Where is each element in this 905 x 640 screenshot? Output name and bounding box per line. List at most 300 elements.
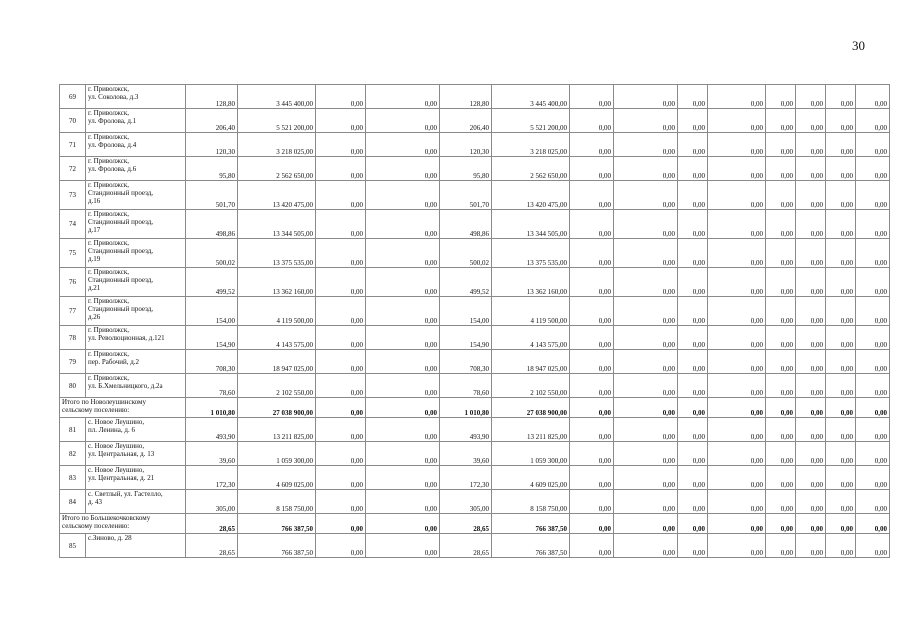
address-line: ул. Центральная, д. 13: [88, 450, 155, 458]
value-cell: 0,00: [796, 297, 826, 326]
value-cell: 0,00: [316, 210, 366, 239]
value-cell: 500,02: [440, 239, 492, 268]
value-cell: 0,00: [708, 85, 766, 109]
value-cell: 18 947 025,00: [492, 350, 570, 374]
table-row: [60, 85, 890, 109]
value-cell: 0,00: [366, 210, 440, 239]
value-cell: 0,00: [366, 133, 440, 157]
address-line: Стандионный проезд,: [88, 276, 154, 284]
address-line: д.26: [88, 313, 101, 321]
table-total-row: [60, 398, 890, 418]
value-cell: 0,00: [570, 466, 614, 490]
value-cell: 3 218 025,00: [492, 133, 570, 157]
value-cell: 0,00: [708, 133, 766, 157]
value-cell: 0,00: [826, 534, 856, 558]
address-line: г. Приволжск,: [88, 210, 130, 218]
value-cell: 708,30: [440, 350, 492, 374]
value-cell: 0,00: [614, 350, 678, 374]
table-body: [60, 85, 890, 558]
value-cell: 0,00: [708, 268, 766, 297]
value-cell: 0,00: [316, 534, 366, 558]
value-cell: 0,00: [856, 442, 890, 466]
value-cell: 13 211 825,00: [492, 418, 570, 442]
value-cell: 0,00: [570, 133, 614, 157]
value-cell: 0,00: [708, 466, 766, 490]
value-cell: 0,00: [678, 239, 708, 268]
value-cell: 0,00: [614, 268, 678, 297]
address-line: г. Приволжск,: [88, 350, 130, 358]
value-cell: 0,00: [826, 514, 856, 534]
value-cell: 0,00: [366, 157, 440, 181]
value-cell: 0,00: [614, 398, 678, 418]
value-cell: 0,00: [766, 297, 796, 326]
value-cell: 0,00: [570, 210, 614, 239]
value-cell: 0,00: [316, 350, 366, 374]
table-row: [60, 210, 890, 239]
table-row: [60, 490, 890, 514]
value-cell: 493,90: [440, 418, 492, 442]
value-cell: 0,00: [856, 490, 890, 514]
value-cell: 0,00: [766, 210, 796, 239]
value-cell: 0,00: [796, 534, 826, 558]
value-cell: 28,65: [440, 514, 492, 534]
value-cell: 766 387,50: [492, 514, 570, 534]
address-line: с.Зиново, д. 28: [88, 534, 132, 542]
value-cell: 4 119 500,00: [492, 297, 570, 326]
value-cell: 154,90: [186, 326, 238, 350]
value-cell: 0,00: [614, 181, 678, 210]
value-cell: 13 420 475,00: [492, 181, 570, 210]
value-cell: 0,00: [796, 418, 826, 442]
value-cell: 500,02: [186, 239, 238, 268]
address-line: Стандионный проезд,: [88, 189, 154, 197]
value-cell: 0,00: [366, 442, 440, 466]
value-cell: 27 038 900,00: [238, 398, 316, 418]
value-cell: 0,00: [614, 466, 678, 490]
value-cell: 0,00: [796, 374, 826, 398]
value-cell: 0,00: [708, 374, 766, 398]
address-line: д.19: [88, 255, 101, 263]
value-cell: 0,00: [678, 181, 708, 210]
table-row: [60, 418, 890, 442]
value-cell: 0,00: [766, 490, 796, 514]
value-cell: 0,00: [678, 210, 708, 239]
value-cell: 4 609 025,00: [238, 466, 316, 490]
value-cell: 0,00: [570, 297, 614, 326]
address-line: д. 43: [88, 498, 103, 506]
value-cell: 13 375 535,00: [492, 239, 570, 268]
value-cell: 0,00: [366, 534, 440, 558]
value-cell: 78,60: [440, 374, 492, 398]
value-cell: 0,00: [826, 442, 856, 466]
value-cell: 0,00: [316, 418, 366, 442]
value-cell: 39,60: [186, 442, 238, 466]
address-cell: [86, 268, 186, 297]
value-cell: 28,65: [186, 514, 238, 534]
value-cell: 0,00: [678, 297, 708, 326]
value-cell: 0,00: [366, 181, 440, 210]
value-cell: 0,00: [856, 133, 890, 157]
address-cell: [86, 442, 186, 466]
address-line: ул. Фролова, д.6: [88, 165, 137, 173]
value-cell: 0,00: [614, 157, 678, 181]
value-cell: 766 387,50: [492, 534, 570, 558]
value-cell: 172,30: [440, 466, 492, 490]
value-cell: 13 344 505,00: [492, 210, 570, 239]
value-cell: 0,00: [708, 239, 766, 268]
value-cell: 0,00: [826, 466, 856, 490]
value-cell: 0,00: [316, 374, 366, 398]
value-cell: 0,00: [766, 442, 796, 466]
value-cell: 0,00: [826, 490, 856, 514]
value-cell: 0,00: [766, 133, 796, 157]
value-cell: 0,00: [366, 466, 440, 490]
value-cell: 0,00: [316, 133, 366, 157]
address-line: Стандионный проезд,: [88, 218, 154, 226]
value-cell: 0,00: [826, 268, 856, 297]
value-cell: 0,00: [316, 326, 366, 350]
value-cell: 0,00: [366, 239, 440, 268]
row-number: 71: [60, 133, 86, 157]
value-cell: 0,00: [678, 157, 708, 181]
value-cell: 0,00: [570, 418, 614, 442]
table-row: [60, 133, 890, 157]
value-cell: 0,00: [708, 534, 766, 558]
address-line: ул. Фролова, д.4: [88, 141, 137, 149]
value-cell: 0,00: [708, 109, 766, 133]
address-line: Стандионный проезд,: [88, 247, 154, 255]
value-cell: 0,00: [316, 109, 366, 133]
row-number: 73: [60, 181, 86, 210]
value-cell: 0,00: [826, 109, 856, 133]
address-line: г. Приволжск,: [88, 374, 130, 382]
row-number: 79: [60, 350, 86, 374]
value-cell: 0,00: [766, 109, 796, 133]
value-cell: 1 059 300,00: [492, 442, 570, 466]
address-cell: [86, 418, 186, 442]
value-cell: 0,00: [766, 326, 796, 350]
value-cell: 13 211 825,00: [238, 418, 316, 442]
total-label-line: сельскому поселению:: [62, 522, 130, 530]
address-line: Стандионный проезд,: [88, 305, 154, 313]
value-cell: 13 420 475,00: [238, 181, 316, 210]
value-cell: 1 059 300,00: [238, 442, 316, 466]
address-line: пер. Рабочий, д.2: [88, 358, 140, 366]
row-number: 70: [60, 109, 86, 133]
value-cell: 305,00: [440, 490, 492, 514]
value-cell: 3 218 025,00: [238, 133, 316, 157]
value-cell: 0,00: [766, 374, 796, 398]
value-cell: 0,00: [316, 181, 366, 210]
value-cell: 0,00: [614, 514, 678, 534]
value-cell: 0,00: [316, 466, 366, 490]
total-label: [60, 398, 186, 418]
value-cell: 3 445 400,00: [238, 85, 316, 109]
value-cell: 0,00: [796, 326, 826, 350]
table-row: [60, 109, 890, 133]
value-cell: 0,00: [826, 297, 856, 326]
value-cell: 206,40: [186, 109, 238, 133]
value-cell: 0,00: [570, 109, 614, 133]
value-cell: 0,00: [316, 268, 366, 297]
row-number: 76: [60, 268, 86, 297]
value-cell: 0,00: [708, 398, 766, 418]
value-cell: 0,00: [856, 326, 890, 350]
housing-data-table: [59, 84, 890, 558]
value-cell: 8 158 750,00: [492, 490, 570, 514]
value-cell: 0,00: [614, 374, 678, 398]
value-cell: 5 521 200,00: [238, 109, 316, 133]
total-label: [60, 514, 186, 534]
value-cell: 2 102 550,00: [238, 374, 316, 398]
value-cell: 0,00: [678, 326, 708, 350]
value-cell: 0,00: [708, 442, 766, 466]
value-cell: 0,00: [766, 398, 796, 418]
value-cell: 13 344 505,00: [238, 210, 316, 239]
value-cell: 0,00: [856, 210, 890, 239]
value-cell: 0,00: [708, 181, 766, 210]
value-cell: 27 038 900,00: [492, 398, 570, 418]
value-cell: 499,52: [440, 268, 492, 297]
value-cell: 0,00: [366, 326, 440, 350]
value-cell: 0,00: [856, 157, 890, 181]
value-cell: 1 010,80: [440, 398, 492, 418]
address-line: пл. Ленина, д. 6: [88, 426, 135, 434]
address-line: г. Приволжск,: [88, 326, 130, 334]
value-cell: 0,00: [678, 418, 708, 442]
value-cell: 13 362 160,00: [492, 268, 570, 297]
value-cell: 0,00: [570, 490, 614, 514]
value-cell: 0,00: [708, 350, 766, 374]
value-cell: 0,00: [796, 466, 826, 490]
value-cell: 95,80: [186, 157, 238, 181]
value-cell: 0,00: [316, 297, 366, 326]
value-cell: 0,00: [796, 268, 826, 297]
value-cell: 0,00: [856, 418, 890, 442]
value-cell: 0,00: [766, 239, 796, 268]
table-total-row: [60, 514, 890, 534]
value-cell: 0,00: [316, 239, 366, 268]
value-cell: 0,00: [766, 350, 796, 374]
row-number: 78: [60, 326, 86, 350]
value-cell: 0,00: [826, 181, 856, 210]
value-cell: 0,00: [796, 85, 826, 109]
value-cell: 0,00: [766, 466, 796, 490]
value-cell: 0,00: [316, 442, 366, 466]
value-cell: 0,00: [366, 490, 440, 514]
value-cell: 0,00: [708, 326, 766, 350]
value-cell: 0,00: [366, 418, 440, 442]
total-label-line: Итого по Новолеушинскому: [62, 398, 146, 406]
value-cell: 0,00: [678, 490, 708, 514]
table-row: [60, 534, 890, 558]
value-cell: 28,65: [440, 534, 492, 558]
value-cell: 3 445 400,00: [492, 85, 570, 109]
table-row: [60, 297, 890, 326]
value-cell: 0,00: [826, 133, 856, 157]
value-cell: 4 609 025,00: [492, 466, 570, 490]
value-cell: 0,00: [766, 514, 796, 534]
value-cell: 0,00: [796, 398, 826, 418]
value-cell: 0,00: [766, 268, 796, 297]
value-cell: 0,00: [856, 181, 890, 210]
total-label-line: сельскому поселению:: [62, 406, 130, 414]
value-cell: 0,00: [708, 157, 766, 181]
address-line: д.21: [88, 284, 101, 292]
value-cell: 0,00: [796, 442, 826, 466]
value-cell: 0,00: [316, 157, 366, 181]
row-number: 80: [60, 374, 86, 398]
value-cell: 0,00: [856, 297, 890, 326]
value-cell: 0,00: [708, 210, 766, 239]
value-cell: 501,70: [440, 181, 492, 210]
address-line: г. Приволжск,: [88, 85, 130, 93]
value-cell: 0,00: [796, 133, 826, 157]
table-row: [60, 442, 890, 466]
value-cell: 0,00: [826, 398, 856, 418]
table-row: [60, 239, 890, 268]
table-row: [60, 326, 890, 350]
row-number: 83: [60, 466, 86, 490]
value-cell: 0,00: [796, 490, 826, 514]
value-cell: 0,00: [856, 398, 890, 418]
value-cell: 305,00: [186, 490, 238, 514]
row-number: 69: [60, 85, 86, 109]
row-number: 84: [60, 490, 86, 514]
value-cell: 0,00: [678, 109, 708, 133]
value-cell: 0,00: [570, 239, 614, 268]
value-cell: 0,00: [826, 85, 856, 109]
value-cell: 0,00: [614, 133, 678, 157]
value-cell: 0,00: [570, 374, 614, 398]
value-cell: 5 521 200,00: [492, 109, 570, 133]
value-cell: 154,00: [186, 297, 238, 326]
value-cell: 0,00: [796, 514, 826, 534]
value-cell: 0,00: [614, 297, 678, 326]
value-cell: 0,00: [856, 466, 890, 490]
value-cell: 0,00: [708, 514, 766, 534]
value-cell: 0,00: [796, 109, 826, 133]
table-row: [60, 181, 890, 210]
address-cell: [86, 85, 186, 109]
value-cell: 0,00: [678, 374, 708, 398]
value-cell: 0,00: [366, 374, 440, 398]
value-cell: 0,00: [614, 85, 678, 109]
value-cell: 0,00: [316, 514, 366, 534]
address-line: ул. Революционная, д.121: [88, 334, 165, 342]
value-cell: 0,00: [766, 181, 796, 210]
value-cell: 120,30: [186, 133, 238, 157]
value-cell: 0,00: [678, 350, 708, 374]
value-cell: 0,00: [796, 350, 826, 374]
value-cell: 0,00: [826, 239, 856, 268]
table-row: [60, 350, 890, 374]
value-cell: 0,00: [766, 534, 796, 558]
address-line: д.16: [88, 197, 101, 205]
address-line: г. Приволжск,: [88, 239, 130, 247]
value-cell: 501,70: [186, 181, 238, 210]
value-cell: 8 158 750,00: [238, 490, 316, 514]
value-cell: 0,00: [614, 418, 678, 442]
value-cell: 0,00: [856, 85, 890, 109]
value-cell: 78,60: [186, 374, 238, 398]
value-cell: 0,00: [316, 490, 366, 514]
value-cell: 2 102 550,00: [492, 374, 570, 398]
value-cell: 0,00: [766, 85, 796, 109]
value-cell: 498,86: [440, 210, 492, 239]
value-cell: 0,00: [678, 268, 708, 297]
value-cell: 1 010,80: [186, 398, 238, 418]
address-line: г. Приволжск,: [88, 133, 130, 141]
value-cell: 128,80: [186, 85, 238, 109]
value-cell: 0,00: [366, 350, 440, 374]
value-cell: 0,00: [826, 350, 856, 374]
value-cell: 172,30: [186, 466, 238, 490]
address-line: г. Приволжск,: [88, 268, 130, 276]
value-cell: 0,00: [766, 418, 796, 442]
value-cell: 0,00: [614, 239, 678, 268]
value-cell: 0,00: [826, 326, 856, 350]
value-cell: 0,00: [570, 534, 614, 558]
address-line: г. Приволжск,: [88, 181, 130, 189]
value-cell: 0,00: [826, 210, 856, 239]
row-number: 74: [60, 210, 86, 239]
table-row: [60, 374, 890, 398]
row-number: 85: [60, 534, 86, 558]
address-cell: [86, 350, 186, 374]
address-line: ул. Фролова, д.1: [88, 117, 137, 125]
address-line: г. Приволжск,: [88, 297, 130, 305]
value-cell: 0,00: [678, 534, 708, 558]
value-cell: 0,00: [614, 534, 678, 558]
address-line: ул. Б.Хмельницкого, д.2а: [88, 382, 163, 390]
address-cell: [86, 534, 186, 558]
address-cell: [86, 297, 186, 326]
value-cell: 95,80: [440, 157, 492, 181]
value-cell: 0,00: [570, 326, 614, 350]
value-cell: 0,00: [678, 85, 708, 109]
value-cell: 0,00: [570, 268, 614, 297]
value-cell: 0,00: [856, 534, 890, 558]
value-cell: 0,00: [678, 466, 708, 490]
value-cell: 0,00: [366, 398, 440, 418]
value-cell: 0,00: [570, 85, 614, 109]
value-cell: 0,00: [826, 157, 856, 181]
address-line: с. Светлый, ул. Гастелло,: [88, 490, 163, 498]
value-cell: 0,00: [570, 514, 614, 534]
address-cell: [86, 210, 186, 239]
address-cell: [86, 326, 186, 350]
address-line: ул. Центральная, д. 21: [88, 474, 155, 482]
value-cell: 13 362 160,00: [238, 268, 316, 297]
value-cell: 0,00: [316, 398, 366, 418]
value-cell: 0,00: [316, 85, 366, 109]
value-cell: 0,00: [570, 181, 614, 210]
value-cell: 0,00: [614, 490, 678, 514]
address-cell: [86, 109, 186, 133]
value-cell: 0,00: [678, 442, 708, 466]
value-cell: 154,00: [440, 297, 492, 326]
value-cell: 0,00: [796, 210, 826, 239]
row-number: 77: [60, 297, 86, 326]
value-cell: 2 562 650,00: [492, 157, 570, 181]
value-cell: 206,40: [440, 109, 492, 133]
row-number: 82: [60, 442, 86, 466]
address-cell: [86, 466, 186, 490]
value-cell: 0,00: [856, 239, 890, 268]
address-line: с. Новое Леушино,: [88, 442, 145, 450]
value-cell: 0,00: [366, 514, 440, 534]
